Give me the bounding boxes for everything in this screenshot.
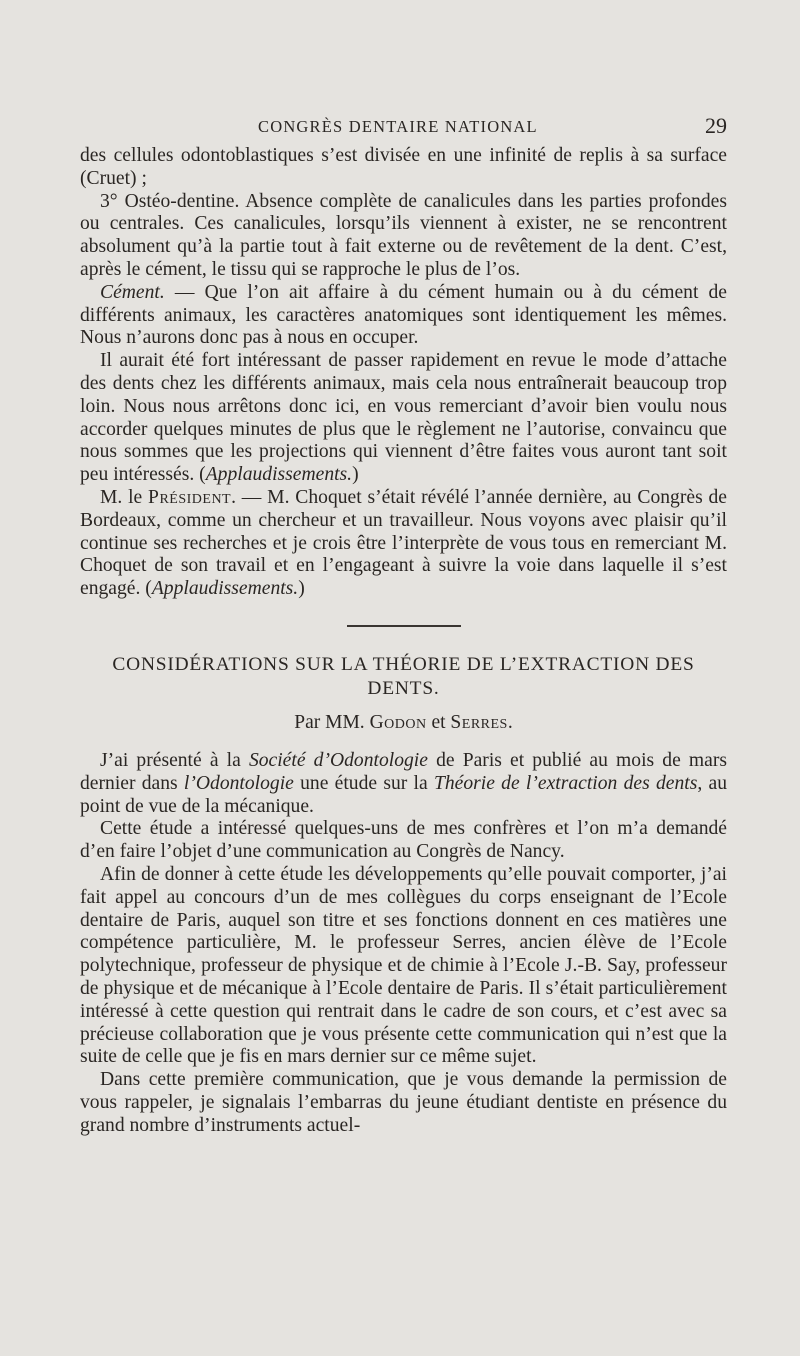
applause-note: Applaudissements. <box>205 464 353 486</box>
article-paragraph-2: Cette étude a intéressé quelques-uns de mes confrères et l’on m’a demandé d’en faire l’objet d’une communication au Congrès de Nancy. <box>80 818 727 863</box>
applause-close-2: ) <box>298 578 305 600</box>
applause-close: ) <box>352 464 359 486</box>
article-paragraph-1 <box>80 750 727 818</box>
section-divider <box>347 625 461 627</box>
article-paragraph-4: Dans cette première communication, que je vous demande la permission de vous rappeler, je signalais l’embarras du jeune étudiant dentiste en présence du grand nombre d’instruments actuel- <box>80 1069 727 1136</box>
society-name: Société d’Odontologie <box>248 749 428 771</box>
running-head <box>80 113 727 143</box>
paragraph-osteo-dentine: 3° Ostéo-dentine. Absence complète de canalicules dans les parties profondes ou centrales. Ces canalicules, lorsqu’ils viennent à exister, ne se rencontrent absolument qu’à la partie tout à fait externe ou de revêtement de la dent. C’est, après le cément, le tissu qui se rapproche le plus de l’os. <box>80 190 727 280</box>
byline <box>80 711 727 735</box>
byline-prefix: Par MM. <box>294 711 370 733</box>
author-godon: Godon <box>369 711 427 733</box>
president-text: . — M. Choquet s’était révélé l’année dernière, au Congrès de Bordeaux, comme un chercheur et un travailleur. Nous voyons avec plaisir qu’il continue ses recherches et je crois être l’interprète de vous tous en remerciant M. Choquet de son travail et en l’engageant à suivre la voie dans laquelle il s’est engagé. ( <box>80 486 727 600</box>
byline-and: et <box>426 711 451 733</box>
book-page <box>80 113 727 1137</box>
article-text: de Paris et publié au mois de mars dernier dans <box>80 749 728 794</box>
speaker-prefix: M. le <box>100 486 149 508</box>
paragraph-president <box>80 487 727 601</box>
section-title: CONSIDÉRATIONS SUR LA THÉORIE DE L’EXTRACTION DES DENTS. <box>112 653 695 699</box>
article-paragraph-3: Afin de donner à cette étude les développements qu’elle pouvait comporter, j’ai fait appel au concours d’un de mes collègues du corps enseignant de l’Ecole dentaire de Paris, auquel son titre et ses fonctions donnent en ces matières une compétence particulière, M. le professeur Serres, ancien élève de l’Ecole polytechnique, professeur de physique et de chimie à l’Ecole J.-B. Say, professeur de physique et de mécanique à l’Ecole dentaire de Paris. Il s’était particulièrement intéressé à cette question qui rentrait dans le cadre de son cours, et c’est avec sa précieuse collaboration que je vous présente cette communication qui n’est que la suite de celle que je fis en mars dernier sur ce même sujet. <box>80 863 727 1068</box>
byline-end: . <box>507 711 513 733</box>
study-title: Théorie de l’extraction des dents <box>433 772 698 794</box>
speaker-name: Président <box>148 486 232 508</box>
applause-note-2: Applaudissements. <box>151 578 299 600</box>
cement-heading: Cément. <box>100 281 165 303</box>
page-number: 29 <box>705 113 727 138</box>
running-title: CONGRÈS DENTAIRE NATIONAL <box>258 117 538 136</box>
paragraph-cement <box>80 282 727 350</box>
article-text: une étude sur la <box>293 772 434 794</box>
conclusion-text: Il aurait été fort intéressant de passer rapidement en revue le mode d’attache des dents chez les différents animaux, mais cela nous entraînerait beaucoup trop loin. Nous nous arrêtons donc ici, en vous remerciant d’avoir bien voulu nous accorder quelques minutes de plus que le règlement ne l’autorise, convaincu que nous sommes que les projections qui viennent d’être faites vous auront tant soit peu intéressés. ( <box>80 350 727 486</box>
paragraph-conclusion <box>80 350 727 487</box>
paragraph-continuation: des cellules odontoblastiques s’est divisée en une infinité de replis à sa surface (Cruet) ; <box>80 145 727 189</box>
journal-name: l’Odontologie <box>183 772 294 794</box>
cement-text: — Que l’on ait affaire à du cément humain ou à du cément de différents animaux, les caractères anatomiques sont identiquement les mêmes. Nous n’aurons donc pas à nous en occuper. <box>80 281 727 349</box>
author-serres: Serres <box>450 711 508 733</box>
article-text: , au point de vue de la mécanique. <box>80 772 727 817</box>
article-text: J’ai présenté à la <box>100 749 249 771</box>
